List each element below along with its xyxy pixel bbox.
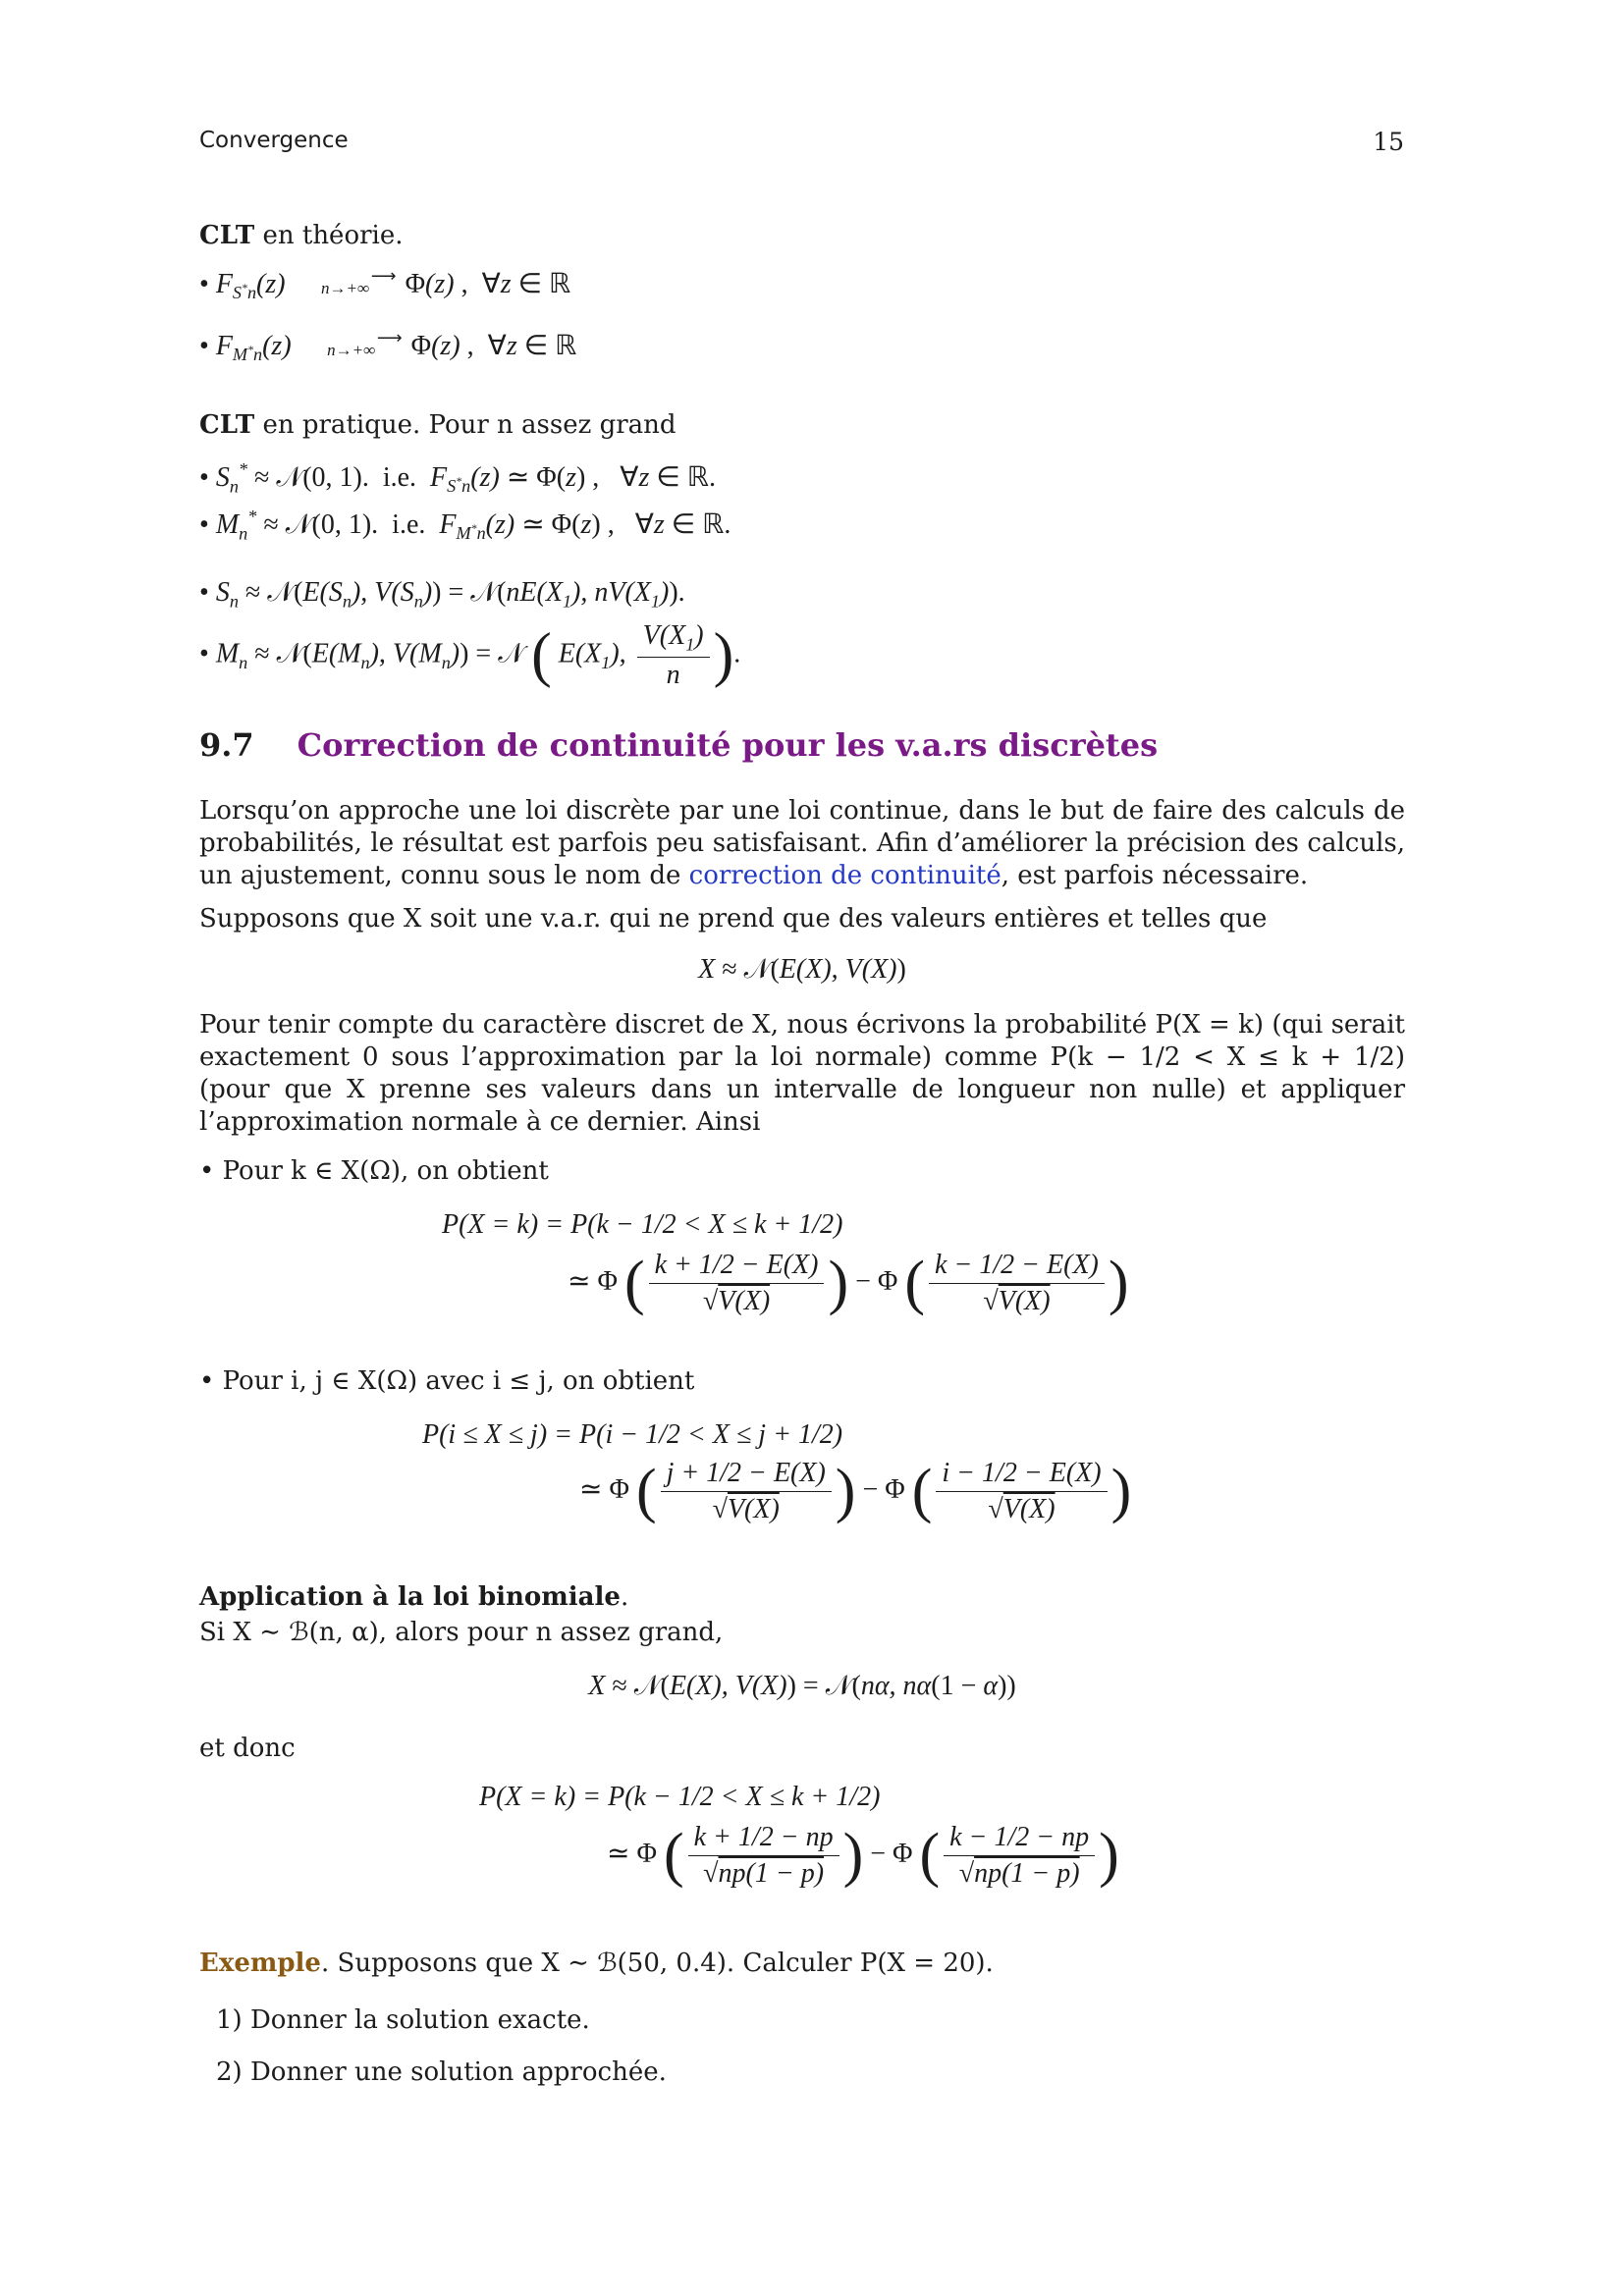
example: Exemple. Supposons que X ∼ ℬ(50, 0.4). Calculer P(X = 20). bbox=[199, 1949, 994, 1978]
clt-theory-item-2: • $F_{M^*n}(z)$ ⟶ n→+∞ Φ(z) , ∀z ∈ ℝ bbox=[199, 327, 577, 365]
clt-practice-item-1: • $S_n^*$ ≈ 𝒩(0, 1). i.e. $F_{S^*n}(z)$ ≃ Φ(z) , ∀z ∈ ℝ. bbox=[199, 459, 716, 497]
equation-ij-line2: ≃ Φ ( $\frac{j + 1/2 - E(X)}{√V(X)}$ ) − Φ ( $\frac{i - 1/2 - E(X)}{√V(X)}$ ) bbox=[579, 1458, 1132, 1524]
section-heading: 9.7 Correction de continuité pour les v.a.rs discrètes bbox=[199, 726, 1159, 764]
bullet-k: • Pour k ∈ X(Ω), on obtient bbox=[199, 1156, 549, 1186]
clt-theory-item-1: • $F_{S^*n}(z)$ ⟶ n→+∞ Φ(z) , ∀z ∈ ℝ bbox=[199, 265, 571, 303]
clt-practice-item-2: • $M_n^*$ ≈ 𝒩(0, 1). i.e. $F_{M^*n}(z)$ ≃ Φ(z) , ∀z ∈ ℝ. bbox=[199, 507, 731, 544]
equation-binom-line1: P(X = k) = P(k − 1/2 < X ≤ k + 1/2) bbox=[479, 1782, 881, 1812]
equation-k-line1: P(X = k) = P(k − 1/2 < X ≤ k + 1/2) bbox=[442, 1209, 843, 1240]
application-line: Si X ∼ ℬ(n, α), alors pour n assez grand, bbox=[199, 1618, 724, 1647]
paragraph-discrete: Pour tenir compte du caractère discret de X, nous écrivons la probabilité P(X = k) (qui serait exactement 0 sous l’approximation par la loi normale) comme P(k − 1/2 < X ≤ k + 1/2) (pour que X prenne ses valeurs dans un intervalle de longueur non nulle) et appliquer l’approximation normale à ce dernier. Ainsi bbox=[199, 1010, 1405, 1137]
paragraph-intro: Lorsqu’on approche une loi discrète par une loi continue, dans le but de faire des calculs de probabilités, le résultat est parfois peu satisfaisant. Afin d’améliorer la précision des calculs, un ajustement, connu sous le nom de correction de continuité, est parfois nécessaire. bbox=[199, 796, 1405, 890]
clt-practice-heading: CLT en pratique. Pour n assez grand bbox=[199, 410, 677, 440]
et-donc: et donc bbox=[199, 1734, 296, 1763]
continuity-correction-link[interactable]: correction de continuité bbox=[688, 861, 1001, 890]
equation-k-line2: ≃ Φ ( $\frac{k + 1/2 - E(X)}{√V(X)}$ ) − Φ ( $\frac{k - 1/2 - E(X)}{√V(X)}$ ) bbox=[568, 1250, 1129, 1316]
question-2: 2) Donner une solution approchée. bbox=[216, 2057, 667, 2087]
clt-theory-heading: CLT en théorie. bbox=[199, 221, 404, 250]
paragraph-suppose: Supposons que X soit une v.a.r. qui ne prend que des valeurs entières et telles que bbox=[199, 904, 1268, 934]
clt-practice-item-3: • $S_n$ ≈ $𝒩(E(S_n)$, $V(S_n)$) = $𝒩(nE(X_1)$, $nV(X_1)$). bbox=[199, 577, 685, 612]
question-1: 1) Donner la solution exacte. bbox=[216, 2005, 590, 2035]
equation-ij-line1: P(i ≤ X ≤ j) = P(i − 1/2 < X ≤ j + 1/2) bbox=[422, 1419, 843, 1450]
application-heading: Application à la loi binomiale. bbox=[199, 1582, 629, 1612]
bullet-ij: • Pour i, j ∈ X(Ω) avec i ≤ j, on obtient bbox=[199, 1366, 695, 1396]
clt-practice-item-4: • $M_n$ ≈ $𝒩(E(M_n)$, $V(M_n)$) = 𝒩 ( $E(X_1)$, $\frac{V(X_1)}{n}$ ). bbox=[199, 620, 741, 691]
running-header: Convergence bbox=[199, 128, 349, 153]
equation-normal-approx: X ≈ 𝒩(E(X), V(X)) bbox=[698, 954, 906, 985]
equation-binom-line2: ≃ Φ ( $\frac{k + 1/2 - np}{√np(1 - p)}$ ) − Φ ( $\frac{k - 1/2 - np}{√np(1 - p)}$ ) bbox=[607, 1822, 1119, 1889]
equation-binomial-approx: X ≈ 𝒩(E(X), V(X)) = 𝒩(nα, nα(1 − α)) bbox=[588, 1671, 1016, 1701]
page-number: 15 bbox=[1373, 128, 1404, 156]
